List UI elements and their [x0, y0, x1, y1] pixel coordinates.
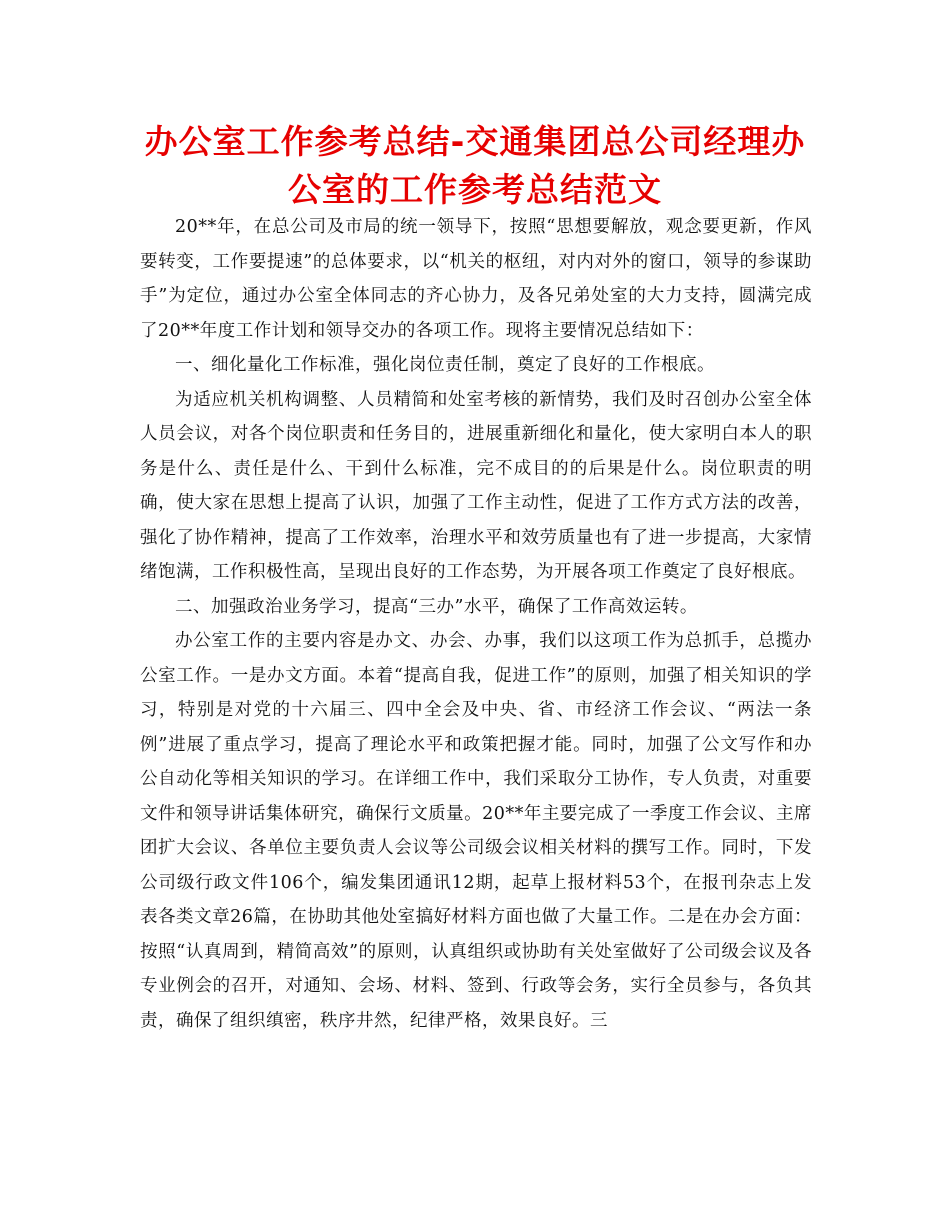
document-title: 办公室工作参考总结-交通集团总公司经理办公室的工作参考总结范文	[144, 122, 806, 209]
paragraph-section-1: 为适应机关机构调整、人员精简和处室考核的新情势，我们及时召创办公室全体人员会议，对各个岗位职责和任务目的，进展重新细化和量化，使大家明白本人的职务是什么、责任是什么、干到什么标准，完不成目的的后果是什么。岗位职责的明确，使大家在思想上提高了认识，加强了工作主动性，促进了工作方式方法的改善，强化了协作精神，提高了工作效率，治理水平和效劳质量也有了进一步提高，大家情绪饱满，工作积极性高，呈现出良好的工作态势，为开展各项工作奠定了良好根底。	[140, 389, 812, 582]
section-heading-1: 一、细化量化工作标准，强化岗位责任制，奠定了良好的工作根底。	[175, 355, 715, 375]
section-heading-2: 二、加强政治业务学习，提高“三办”水平，确保了工作高效运转。	[175, 596, 698, 617]
paragraph-intro: 20**年，在总公司及市局的统一领导下，按照“思想要解放，观念要更新，作风要转变，工作要提速”的总体要求，以“机关的枢纽，对内对外的窗口，领导的参谋助手”为定位，通过办公室全体同志的齐心协力，及各兄弟处室的大力支持，圆满完成了20**年度工作计划和领导交办的各项工作。现将主要情况总结如下：	[140, 217, 812, 341]
paragraph-section-2: 办公室工作的主要内容是办文、办会、办事，我们以这项工作为总抓手，总揽办公室工作。一是办文方面。本着“提高自我，促进工作”的原则，加强了相关知识的学习，特别是对党的十六届三、四中全会及中央、省、市经济工作会议、“两法一条例”进展了重点学习，提高了理论水平和政策把握才能。同时，加强了公文写作和办公自动化等相关知识的学习。在详细工作中，我们采取分工协作，专人负责，对重要文件和领导讲话集体研究，确保行文质量。20**年主要完成了一季度工作会议、主席团扩大会议、各单位主要负责人会议等公司级会议相关材料的撰写工作。同时，下发公司级行政文件106个，编发集团通讯12期，起草上报材料53个，在报刊杂志上发表各类文章26篇，在协助其他处室搞好材料方面也做了大量工作。二是在办会方面：按照“认真周到，精简高效”的原则，认真组织或协助有关处室做好了公司级会议及各专业例会的召开，对通知、会场、材料、签到、行政等会务，实行全员参与，各负其责，确保了组织缜密，秩序井然，纪律严格，效果良好。三	[140, 631, 812, 1031]
document-body	[140, 210, 812, 1038]
